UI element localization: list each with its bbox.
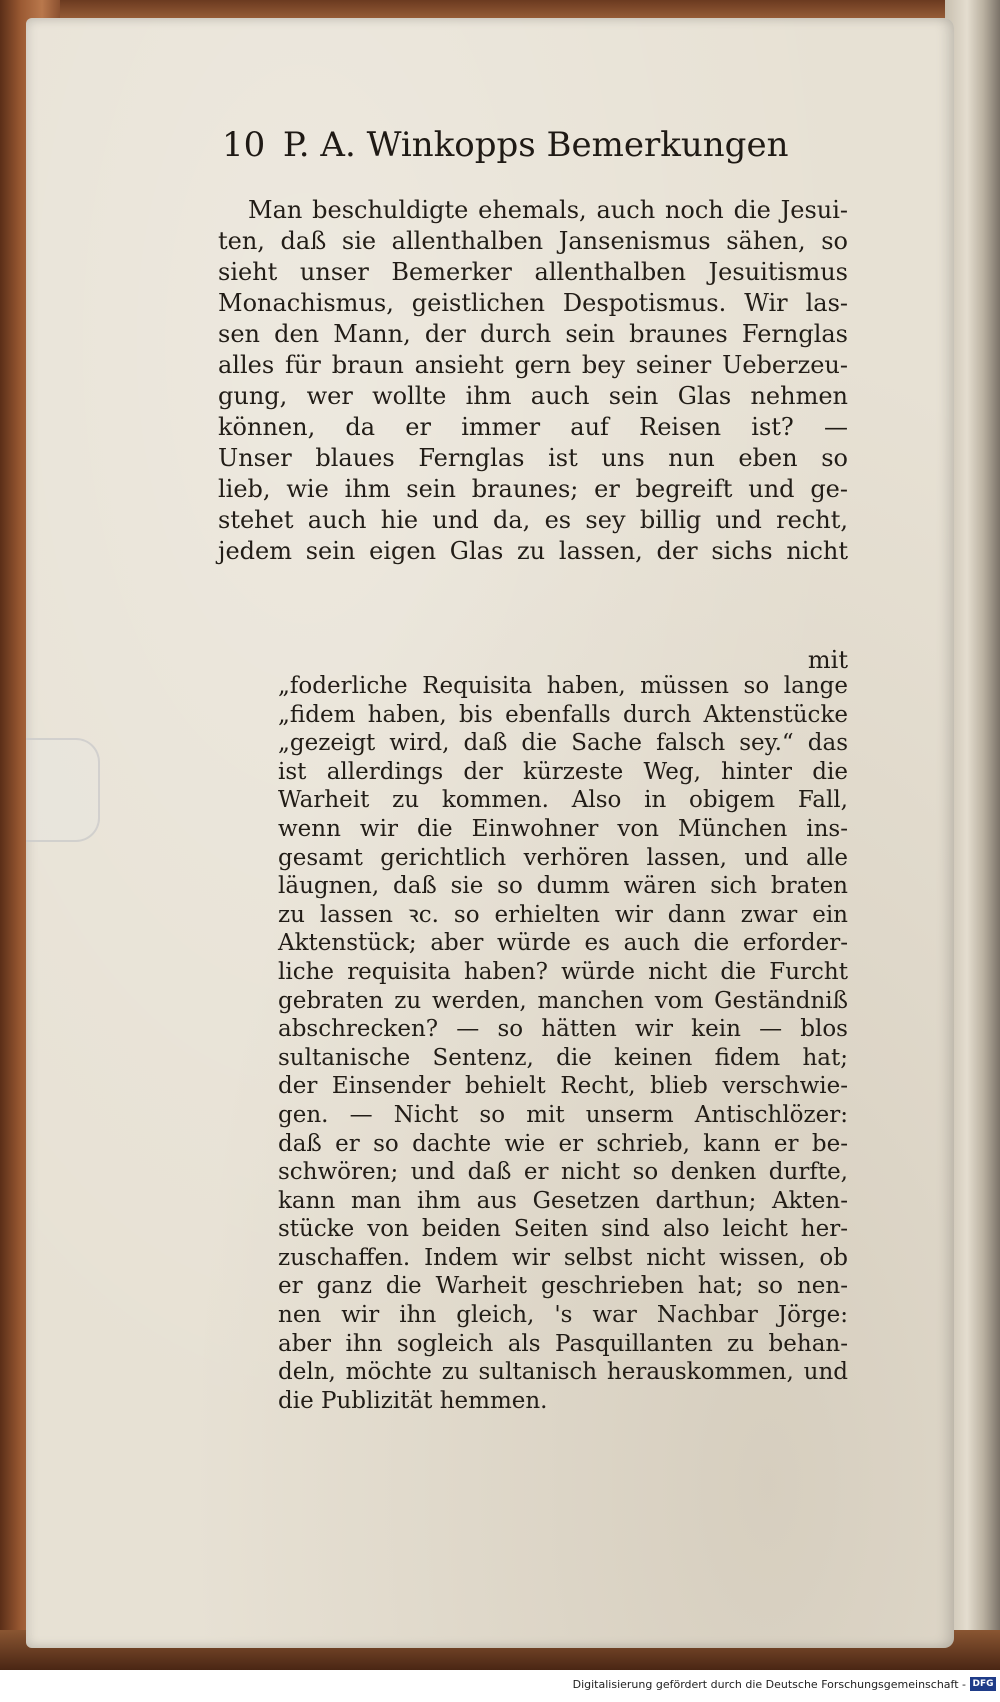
dfg-logo: DFG [970,1677,996,1691]
page-clip [26,738,100,842]
text-line: „gezeigt wird, daß die Sache falsch sey.“ das [278,730,848,757]
text-line: aber ihn sogleich als Pasquillanten zu behan- [278,1330,848,1357]
running-title: P. A. Winkopps Bemerkungen [282,125,789,165]
text-line: zuschaffen. Indem wir selbst nicht wissen, ob [278,1244,848,1271]
text-line: Warheit zu kommen. Also in obigem Fall, [278,787,848,814]
text-line: kann man ihm aus Gesetzen darthun; Akten- [278,1187,848,1214]
text-line: der Einsender behielt Recht, blieb verschwie- [278,1073,848,1100]
text-line: gesamt gerichtlich verhören lassen, und alle [278,844,848,871]
text-line: können, da er immer auf Reisen ist? — [218,413,848,441]
text-line: ist allerdings der kürzeste Weg, hinter die [278,758,848,785]
text-line: wenn wir die Einwohner von München ins- [278,815,848,842]
text-line: nen wir ihn gleich, 's war Nachbar Jörge: [278,1302,848,1329]
text-line: deln, möchte zu sultanisch herauskommen, und [278,1359,848,1386]
funding-credit: Digitalisierung gefördert durch die Deutsche Forschungsgemeinschaft - [572,1678,966,1691]
text-line: „foderliche Requisita haben, müssen so lange [278,673,848,699]
text-line: zu lassen ꝛc. so erhielten wir dann zwar ein [278,901,848,928]
text-line: liche requisita haben? würde nicht die Furcht [278,958,848,985]
text-line: Unser blaues Fernglas ist uns nun eben so [218,444,848,472]
text-line: Aktenstück; aber würde es auch die erforder- [278,930,848,957]
text-line: die Publizität hemmen. [278,1387,548,1414]
footer-bar [0,1670,1000,1702]
page-header [222,125,789,175]
text-line: gen. — Nicht so mit unserm Antischlözer: [278,1101,848,1128]
text-line: Man beschuldigte ehemals, auch noch die Jesui- [248,196,848,224]
text-line: daß er so dachte wie er schrieb, kann er be- [278,1130,848,1157]
text-line: ten, daß sie allenthalben Jansenismus sähen, so [218,227,848,255]
text-line: sieht unser Bemerker allenthalben Jesuitismus [218,258,848,286]
text-line: er ganz die Warheit geschrieben hat; so nen- [278,1273,848,1300]
text-line: abschrecken? — so hätten wir kein — blos [278,1016,848,1043]
text-line: stücke von beiden Seiten sind also leicht her- [278,1216,848,1243]
text-line: „fidem haben, bis ebenfalls durch Aktenstücke [278,701,848,728]
footnote-paragraph [278,672,848,1415]
text-line: läugnen, daß sie so dumm wären sich braten [278,873,848,900]
text-line: jedem sein eigen Glas zu lassen, der sichs nicht [218,537,848,565]
catchword: mit [807,646,848,674]
text-line: sen den Mann, der durch sein braunes Fernglas [218,320,848,348]
text-line: schwören; und daß er nicht so denken durfte, [278,1159,848,1186]
text-line: gebraten zu werden, manchen vom Geständniß [278,987,848,1014]
text-line: Monachismus, geistlichen Despotismus. Wir las- [218,289,848,317]
text-line: gung, wer wollte ihm auch sein Glas nehmen [218,382,848,410]
text-line: sultanische Sentenz, die keinen fidem hat; [278,1044,848,1071]
text-line: alles für braun ansieht gern bey seiner Ueberzeu- [218,351,848,379]
page-number: 10 [222,125,266,165]
main-paragraph [218,195,848,567]
text-line: lieb, wie ihm sein braunes; er begreift und ge- [218,475,848,503]
text-line: stehet auch hie und da, es sey billig und recht, [218,506,848,534]
